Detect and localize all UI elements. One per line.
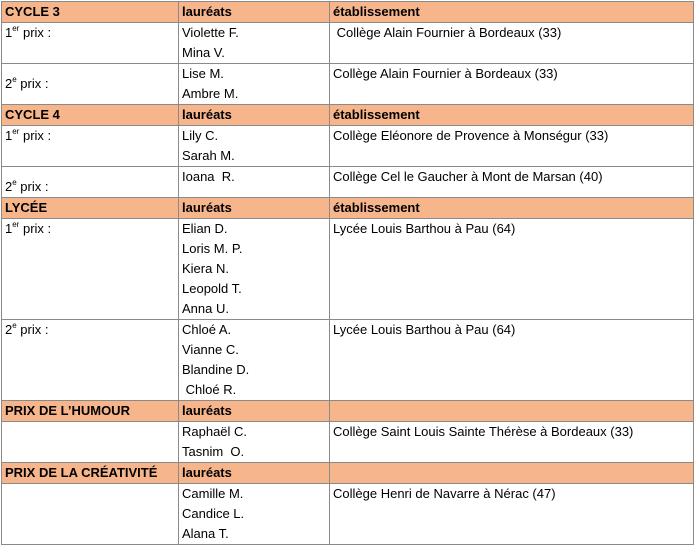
- section-title: CYCLE 3: [2, 2, 179, 23]
- laureat-name: Sarah M.: [182, 148, 235, 163]
- laureats-cell: [179, 126, 330, 167]
- section-title: PRIX DE L’HUMOUR: [2, 401, 179, 422]
- prize-label: prix :: [16, 179, 49, 194]
- table-row: [2, 126, 694, 167]
- laureats-cell: [179, 422, 330, 463]
- table-row: [2, 320, 694, 401]
- etablissement-cell: Lycée Louis Barthou à Pau (64): [330, 219, 694, 320]
- table-row: [2, 64, 694, 105]
- laureat-name: Vianne C.: [182, 342, 239, 357]
- laureats-cell: [179, 64, 330, 105]
- column-header-laureats: lauréats: [179, 198, 330, 219]
- section-header-row: [2, 105, 694, 126]
- prize-rank: 1: [5, 25, 13, 40]
- section-title: LYCÉE: [2, 198, 179, 219]
- section-header-row: [2, 401, 694, 422]
- section-header-row: [2, 463, 694, 484]
- laureat-name: Leopold T.: [182, 281, 242, 296]
- laureat-name: Elian D.: [182, 221, 228, 236]
- laureat-name: Lise M.: [182, 66, 224, 81]
- laureat-name: Lily C.: [182, 128, 219, 143]
- laureat-name: Raphaël C.: [182, 424, 248, 439]
- etablissement-cell: Collège Saint Louis Sainte Thérèse à Bordeaux (33): [330, 422, 694, 463]
- prize-cell: [2, 422, 179, 463]
- prize-rank: 2: [5, 76, 13, 91]
- table-row: [2, 23, 694, 64]
- prize-label: prix :: [19, 221, 52, 236]
- awards-table-body: [2, 2, 694, 545]
- etablissement-cell: Collège Eléonore de Provence à Monségur (33): [330, 126, 694, 167]
- section-header-row: [2, 2, 694, 23]
- column-header-etablissement: établissement: [330, 2, 694, 23]
- column-header-etablissement: [330, 463, 694, 484]
- laureat-name: Mina V.: [182, 45, 225, 60]
- column-header-etablissement: [330, 401, 694, 422]
- column-header-laureats: lauréats: [179, 401, 330, 422]
- table-row: [2, 484, 694, 545]
- prize-label: prix :: [16, 76, 49, 91]
- prize-rank-suffix: e: [12, 177, 17, 187]
- laureat-name: Chloé R.: [182, 382, 237, 397]
- laureat-name: Candice L.: [182, 506, 245, 521]
- laureat-name: Alana T.: [182, 526, 229, 541]
- laureat-name: Ioana R.: [182, 169, 235, 184]
- section-title: PRIX DE LA CRÉATIVITÉ: [2, 463, 179, 484]
- section-header-row: [2, 198, 694, 219]
- prize-cell: [2, 64, 179, 105]
- prize-cell: [2, 23, 179, 64]
- laureats-cell: [179, 23, 330, 64]
- laureat-name: Anna U.: [182, 301, 229, 316]
- column-header-laureats: lauréats: [179, 2, 330, 23]
- prize-rank-suffix: er: [12, 23, 20, 33]
- prize-cell: [2, 126, 179, 167]
- prize-label: prix :: [16, 322, 49, 337]
- laureat-name: Blandine D.: [182, 362, 250, 377]
- laureat-name: Tasnim O.: [182, 444, 245, 459]
- table-row: [2, 219, 694, 320]
- laureat-name: Ambre M.: [182, 86, 239, 101]
- prize-rank-suffix: e: [12, 74, 17, 84]
- prize-rank: 2: [5, 322, 13, 337]
- prize-rank-suffix: e: [12, 320, 17, 330]
- prize-rank-suffix: er: [12, 126, 20, 136]
- laureats-cell: [179, 484, 330, 545]
- prize-cell: [2, 320, 179, 401]
- prize-rank-suffix: er: [12, 219, 20, 229]
- etablissement-cell: Collège Henri de Navarre à Nérac (47): [330, 484, 694, 545]
- column-header-laureats: lauréats: [179, 463, 330, 484]
- prize-cell: [2, 484, 179, 545]
- etablissement-cell: Collège Alain Fournier à Bordeaux (33): [330, 64, 694, 105]
- column-header-laureats: lauréats: [179, 105, 330, 126]
- prize-label: prix :: [19, 128, 52, 143]
- laureats-cell: [179, 320, 330, 401]
- awards-table: [1, 1, 694, 545]
- table-row: [2, 422, 694, 463]
- laureat-name: Loris M. P.: [182, 241, 243, 256]
- laureats-cell: [179, 167, 330, 198]
- laureats-cell: [179, 219, 330, 320]
- prize-rank: 1: [5, 221, 13, 236]
- etablissement-cell: Collège Alain Fournier à Bordeaux (33): [330, 23, 694, 64]
- column-header-etablissement: établissement: [330, 198, 694, 219]
- section-title: CYCLE 4: [2, 105, 179, 126]
- etablissement-cell: Collège Cel le Gaucher à Mont de Marsan (40): [330, 167, 694, 198]
- prize-label: prix :: [19, 25, 52, 40]
- prize-cell: [2, 219, 179, 320]
- prize-rank: 1: [5, 128, 13, 143]
- etablissement-cell: Lycée Louis Barthou à Pau (64): [330, 320, 694, 401]
- laureat-name: Chloé A.: [182, 322, 232, 337]
- table-row: [2, 167, 694, 198]
- laureat-name: Kiera N.: [182, 261, 229, 276]
- laureat-name: Violette F.: [182, 25, 239, 40]
- laureat-name: Camille M.: [182, 486, 244, 501]
- column-header-etablissement: établissement: [330, 105, 694, 126]
- prize-cell: [2, 167, 179, 198]
- prize-rank: 2: [5, 179, 13, 194]
